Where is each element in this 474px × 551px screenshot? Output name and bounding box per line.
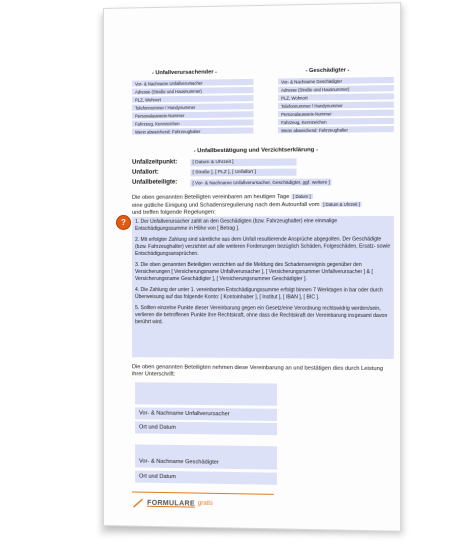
accident-time-field[interactable]: [ Datum & Uhrzeit ] xyxy=(190,158,296,166)
left-field-4[interactable]: Personalausweis-Nummer xyxy=(132,111,253,119)
rule-item: 1. Der Unfallverursacher zahlt an den Geschädigten (bzw. Fahrzeughalter) eine einmalige Entschädigungssumme in Höhe von [ Betrag ]. xyxy=(135,218,338,232)
document-page xyxy=(103,2,401,532)
accident-place-field[interactable]: [ Straße ], [ PLZ ], [ Unfallort ] xyxy=(190,169,296,177)
confirmation-title: - Unfallbestätigung und Verzichtserklärung - xyxy=(193,147,318,155)
left-field-5[interactable]: Fahrzeug, Kennzeichen xyxy=(132,119,253,127)
pen-icon xyxy=(132,497,144,507)
intro-line-2: eine gütliche Einigung und Schadensregulierung nach dem Autounfall vom xyxy=(132,201,320,209)
intro-line-1: Die oben genannten Beteiligten vereinbaren am heutigen Tage xyxy=(132,193,290,201)
intro-line-3: und treffen folgende Regelungen: xyxy=(132,209,216,216)
right-field-3[interactable]: Telefonnummer / Handynummer xyxy=(278,101,394,109)
accident-time-row xyxy=(132,159,234,166)
rule-item: 5. Sollten einzelne Punkte dieser Vereinbarung gegen ein Gesetz/eine Verordnung rechtswidrig werden/sein, verlieren die betroffenen Punkte ihre Rechtskraft, ohne dass die Rechtskraft der Vereinbarung insgesamt davon berührt wird. xyxy=(135,305,388,326)
brand-name: FORMULARE xyxy=(147,499,195,508)
accident-place-row xyxy=(132,169,256,176)
footer-divider xyxy=(132,491,274,495)
signature-intro: Die oben genannten Beteiligten nehmen diese Vereinbarung an und bestätigen dies durch Leistung ihrer Unterschrift: xyxy=(132,364,384,378)
right-field-5[interactable]: Fahrzeug, Kennzeichen xyxy=(278,118,394,126)
left-field-3[interactable]: Telefonnummer / Handynummer xyxy=(132,103,253,111)
signature-name-2[interactable]: Vor- & Nachname Geschädigter xyxy=(135,455,277,469)
left-party-header: - Unfallverursachender - xyxy=(151,69,217,77)
accident-time-label: Unfallzeitpunkt: xyxy=(132,159,178,166)
intro-date2-field[interactable]: [ Datum & Uhrzeit ] xyxy=(321,202,362,207)
signature-place-2[interactable]: Ort und Datum xyxy=(135,470,277,484)
right-field-2[interactable]: PLZ, Wohnort xyxy=(278,93,394,102)
brand-suffix: gratis xyxy=(197,500,213,507)
brand-logo xyxy=(132,497,213,508)
intro-date-field[interactable]: [ Datum ] xyxy=(291,194,313,199)
rule-item: 2. Mit erfolgter Zahlung sind sämtliche aus dem Unfall resultierende Ansprüche abgegolten. Der Geschädigte (bzw. Fahrzeughalter) verzichtet auf alle weiteren Forderungen bezüglich Schäden, Folgeschäden, Ersatz- sowie Entschädigungsansprüchen. xyxy=(135,236,391,257)
rule-item: 4. Die Zahlung der unter 1. vereinbarten Entschädigungssumme erfolgt binnen 7 Werktagen in bar oder durch Überweisung auf das folgende Konto: [ Kontoinhaber ], [ Institut ], [ IBAN ], [ BIC ]. xyxy=(135,287,383,301)
question-mark-icon[interactable]: ? xyxy=(117,216,130,229)
left-field-6[interactable]: Wenn abweichend: Fahrzeughalter xyxy=(132,127,253,135)
rules-block[interactable] xyxy=(132,216,394,359)
right-field-0[interactable]: Vor- & Nachname Geschädigter xyxy=(278,77,394,86)
left-field-1[interactable]: Adresse (Straße und Hausnummer) xyxy=(132,87,253,96)
right-field-1[interactable]: Adresse (Straße und Hausnummer) xyxy=(278,85,394,94)
rule-item: 3. Die oben genannten Beteiligten verzichten auf die Meldung des Schadensereignis gegenüber den Versicherungen [ Versicherungsname Unfallverursacher ], [ Versicherungsnummer Unfallverursacher ] & [ Versicherungsname Geschädigter ], [ Versicherungsnummer Geschädigter ]. xyxy=(135,261,373,283)
signature-name-1[interactable]: Vor- & Nachname Unfallverursacher xyxy=(135,407,277,421)
right-field-6[interactable]: Wenn abweichend: Fahrzeughalter xyxy=(278,126,394,134)
accident-involved-row xyxy=(132,179,330,186)
accident-place-label: Unfallort: xyxy=(132,169,159,176)
right-party-header: - Geschädigter - xyxy=(305,67,350,75)
left-field-2[interactable]: PLZ, Wohnort xyxy=(132,95,253,104)
accident-involved-label: Unfallbeteiligte: xyxy=(132,179,178,186)
right-field-4[interactable]: Personalausweis-Nummer xyxy=(278,110,394,118)
left-field-0[interactable]: Vor- & Nachname Unfallverursacher xyxy=(132,79,253,88)
intro-paragraph xyxy=(132,192,398,217)
signature-box-1[interactable] xyxy=(135,382,277,406)
signature-place-1[interactable]: Ort und Datum xyxy=(135,421,277,435)
accident-involved-field[interactable]: [ Vor- & Nachname Unfallverursacher, Geschädigter, ggf. weitere ] xyxy=(190,179,331,187)
